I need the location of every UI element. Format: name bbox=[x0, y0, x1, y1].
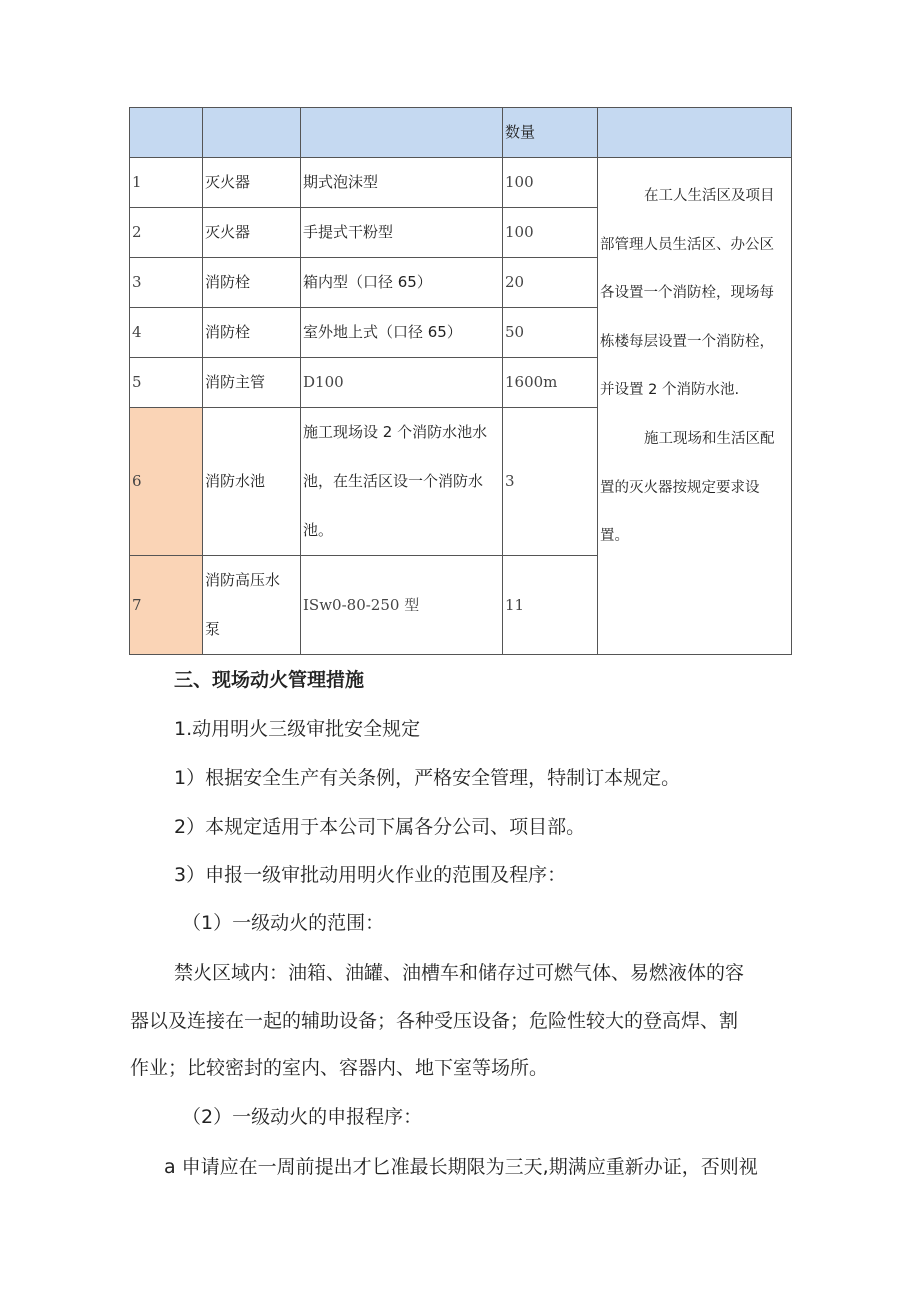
header-cell-no bbox=[130, 108, 203, 158]
row-qty: 11 bbox=[503, 556, 598, 655]
row-spec: ISw0-80-250 型 bbox=[301, 556, 503, 655]
section-title: 三、现场动火管理措施 bbox=[174, 669, 365, 691]
row-qty: 1600m bbox=[503, 358, 598, 408]
row-no: 1 bbox=[130, 158, 203, 208]
row-qty: 100 bbox=[503, 208, 598, 258]
row-name: 消防高压水泵 bbox=[203, 556, 301, 655]
paragraph-3: 3）申报一级审批动用明火作业的范围及程序： bbox=[174, 864, 567, 886]
row-no: 4 bbox=[130, 308, 203, 358]
row-spec: 手提式干粉型 bbox=[301, 208, 503, 258]
row-name: 消防栓 bbox=[203, 258, 301, 308]
row-qty: 50 bbox=[503, 308, 598, 358]
row-name: 消防水池 bbox=[203, 408, 301, 556]
paragraph-5-line-3: 作业；比较密封的室内、容器内、地下室等场所。 bbox=[130, 1057, 549, 1079]
row-spec: 箱内型（口径 65） bbox=[301, 258, 503, 308]
row-name: 灭火器 bbox=[203, 208, 301, 258]
header-cell-qty: 数量 bbox=[503, 108, 598, 158]
paragraph-1: 1）根据安全生产有关条例，严格安全管理，特制订本规定。 bbox=[174, 767, 681, 789]
row-name: 消防栓 bbox=[203, 308, 301, 358]
row-no: 6 bbox=[130, 408, 203, 556]
note-paragraph-1: 在工人生活区及项目部管理人员生活区、办公区各设置一个消防栓，现场每栋楼每层设置一个消防栓，并设置 2 个消防水池. bbox=[600, 188, 775, 399]
row-qty: 20 bbox=[503, 258, 598, 308]
row-name: 灭火器 bbox=[203, 158, 301, 208]
paragraph-4: （1）一级动火的范围： bbox=[182, 912, 385, 934]
row-no: 3 bbox=[130, 258, 203, 308]
subsection-title: 1.动用明火三级审批安全规定 bbox=[174, 718, 421, 740]
table-row bbox=[130, 158, 792, 208]
row-name: 消防主管 bbox=[203, 358, 301, 408]
row-spec: 期式泡沫型 bbox=[301, 158, 503, 208]
note-paragraph-2: 施工现场和生活区配置的灭火器按规定要求设置。 bbox=[600, 430, 775, 545]
paragraph-7: a 申请应在一周前提出才匕准最长期限为三天,期满应重新办证，否则视 bbox=[164, 1156, 758, 1178]
paragraph-5-line-1: 禁火区域内：油箱、油罐、油槽车和储存过可燃气体、易燃液体的容 bbox=[174, 962, 745, 984]
paragraph-2: 2）本规定适用于本公司下属各分公司、项目部。 bbox=[174, 816, 586, 838]
header-cell-spec bbox=[301, 108, 503, 158]
row-qty: 100 bbox=[503, 158, 598, 208]
paragraph-5-line-2: 器以及连接在一起的辅助设备；各种受压设备；危险性较大的登高焊、割 bbox=[130, 1010, 739, 1032]
header-cell-name bbox=[203, 108, 301, 158]
fire-equipment-table bbox=[129, 107, 792, 655]
row-spec: D100 bbox=[301, 358, 503, 408]
row-spec: 室外地上式（口径 65） bbox=[301, 308, 503, 358]
paragraph-6: （2）一级动火的申报程序： bbox=[182, 1106, 423, 1128]
header-cell-note bbox=[598, 108, 792, 158]
table-header-row bbox=[130, 108, 792, 158]
row-no: 5 bbox=[130, 358, 203, 408]
row-no: 7 bbox=[130, 556, 203, 655]
row-no: 2 bbox=[130, 208, 203, 258]
note-cell bbox=[598, 158, 792, 655]
row-qty: 3 bbox=[503, 408, 598, 556]
row-spec: 施工现场设 2 个消防水池水池，在生活区设一个消防水池。 bbox=[301, 408, 503, 556]
